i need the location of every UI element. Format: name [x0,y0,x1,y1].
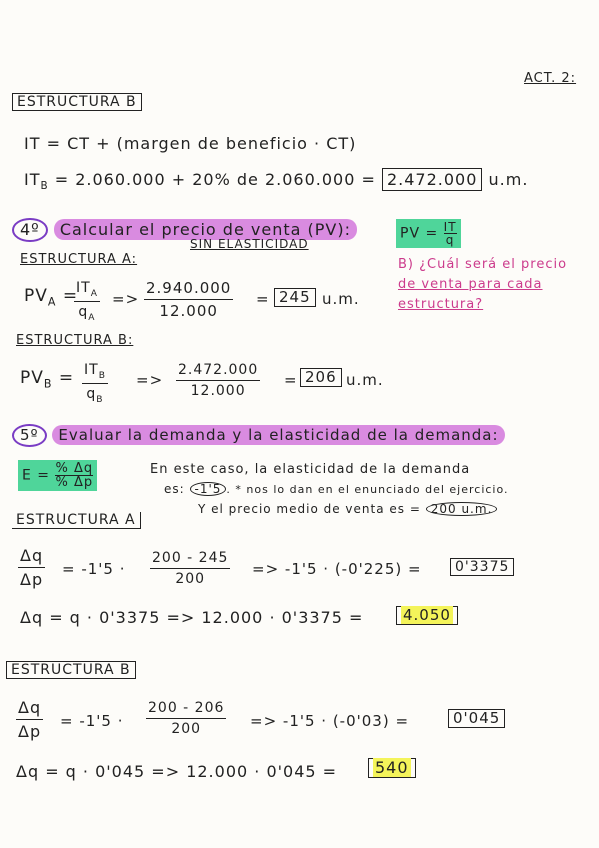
pv-den: q [445,233,455,247]
s5-struct-a-label: ESTRUCTURA A [12,512,141,529]
s4-struct-b-label: ESTRUCTURA B: [16,333,134,348]
s5-struct-b-label: ESTRUCTURA B [6,661,136,679]
s4a-frac1: $IT_A$ $q_A$ [76,280,98,323]
s4b-arrow: => [136,371,164,389]
it-formula: IT = CT + (margen de beneficio · CT) [24,134,357,153]
s4a-frac2: $\frac{2.940.000}{12.000}$ [146,279,232,320]
section4-note-1: B) ¿Cuál será el precio [398,257,568,272]
s4a-arrow: => [112,290,140,308]
s5b-rhs: => -1'5 · (-0'03) = [250,712,410,730]
s4b-result: 206 [300,368,342,387]
section4-note-3: estructura? [398,297,484,312]
pv-label: PV = [400,225,439,242]
it-calc-body: = 2.060.000 + 20% de 2.060.000 = [54,170,376,189]
s5a-frac: $\frac{200 - 245}{200}$ [152,550,229,587]
elasticity-value: -1'5 [190,482,227,496]
act-label: ACT. 2: [524,71,577,86]
section5-title: Evaluar la demanda y la elasticidad de la demanda: [52,425,504,445]
it-unit: u.m. [488,170,529,189]
s4b-equals: = [284,371,298,389]
e-label: E = [22,467,51,484]
avg-price-value: 200 u.m. [426,502,498,516]
s5a-line2: Δq = q · 0'3375 => 12.000 · 0'3375 = [20,608,364,627]
s4a-unit: u.m. [322,290,360,308]
pv-num: IT [443,220,457,234]
pv-definition [396,219,461,248]
s5a-result2: 4.050 [396,606,458,625]
s4b-frac2: $\frac{2.472.000}{12.000}$ [178,362,259,399]
section4-subtitle: SIN ELASTICIDAD [190,237,309,251]
s4a-result: 245 [274,288,316,307]
elasticity-definition [18,460,97,491]
it-calc-lhs: IT [24,170,41,189]
s5a-result: 0'3375 [450,558,514,576]
it-result: 2.472.000 [382,168,482,191]
section5-number: 5º [12,424,47,447]
s4b-unit: u.m. [346,371,384,389]
s5b-mid: = -1'5 · [60,712,124,730]
s5b-frac: $\frac{200 - 206}{200}$ [148,700,225,737]
s5a-mid: = -1'5 · [62,560,126,578]
s4-struct-a-label: ESTRUCTURA A: [20,252,138,267]
s5-text-2: es: -1'5 . * nos lo dan en el enunciado del ejercicio. [164,482,509,496]
it-calc-sub: B [40,180,49,193]
section4-note-2: de venta para cada [398,277,543,292]
s4b-frac1: $IT_B$ $q_B$ [84,362,106,405]
s4a-equals: = [256,290,270,308]
s5a-lhs-frac: $\frac{\Delta q}{\Delta p}$ [20,546,44,589]
section-title-estructura-b: ESTRUCTURA B [12,93,142,111]
s5b-result: 0'045 [448,709,505,728]
section4-number: 4º [12,218,48,242]
s5-text-1: En este caso, la elasticidad de la demanda [150,462,471,477]
s5b-result2: 540 [368,758,416,778]
s5b-lhs-frac: $\frac{\Delta q}{\Delta p}$ [18,698,42,741]
s5a-rhs: => -1'5 · (-0'225) = [252,560,422,578]
s5b-line2: Δq = q · 0'045 => 12.000 · 0'045 = [16,762,338,781]
section4-title: Calcular el precio de venta (PV): [54,219,357,240]
section5-heading [12,424,505,447]
s4a-lhs: $PV_A$ = [24,286,79,309]
it-calc-line [24,172,528,192]
e-den: % Δp [55,475,94,490]
e-num: % Δq [55,461,94,476]
s5-text-3: Y el precio medio de venta es = 200 u.m. [198,502,497,516]
s4b-lhs: $PV_B$ = [20,368,75,391]
